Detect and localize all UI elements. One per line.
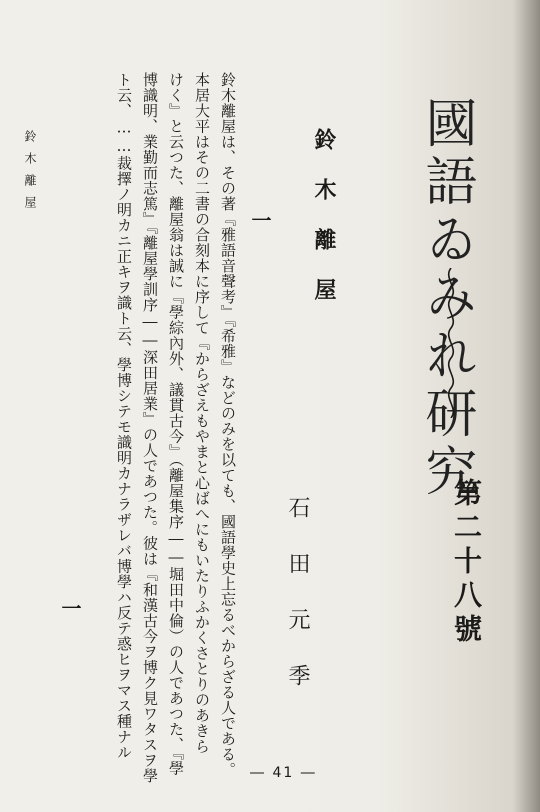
body-column: 本居大平はその二書の合刻本に序して『からざえもやまと心ばへにもいたりふかくさとりのあきら	[193, 72, 211, 754]
article-title: 鈴木離屋	[311, 128, 336, 328]
section-number: 一	[248, 210, 272, 230]
wavy-rule-ornament	[440, 268, 462, 418]
issue-number: 第二十八號	[450, 478, 483, 648]
journal-masthead: 國語ゐみれ研究	[416, 96, 476, 502]
running-head: 鈴木離屋	[23, 130, 37, 218]
article-author: 石田元季	[285, 496, 310, 720]
body-column: 博識明、業勤而志篤』『離屋學訓序――深田居業』の人であつた。彼は『和漢古今ヲ博ク見ワタスヲ學	[141, 72, 159, 784]
body-column: けく』と云つた、離屋翁は誠に『學綜內外、議貫古今』（離屋集序――堀田中倫）の人であつた、『學	[167, 72, 185, 776]
page-number: ― 41 ―	[250, 765, 317, 781]
body-column: ト云、……裁擇ノ明カニ正キヲ識ト云、學博シテモ識明カナラザレバ博學ハ反テ惑ヒヲマス種ナル	[115, 72, 133, 760]
margin-mark: 一	[58, 598, 82, 618]
body-column: 鈴木離屋は、その著『雅語音聲考』『希雅』などのみを以ても、國語學史上忘るべからざる人である。	[219, 72, 237, 778]
